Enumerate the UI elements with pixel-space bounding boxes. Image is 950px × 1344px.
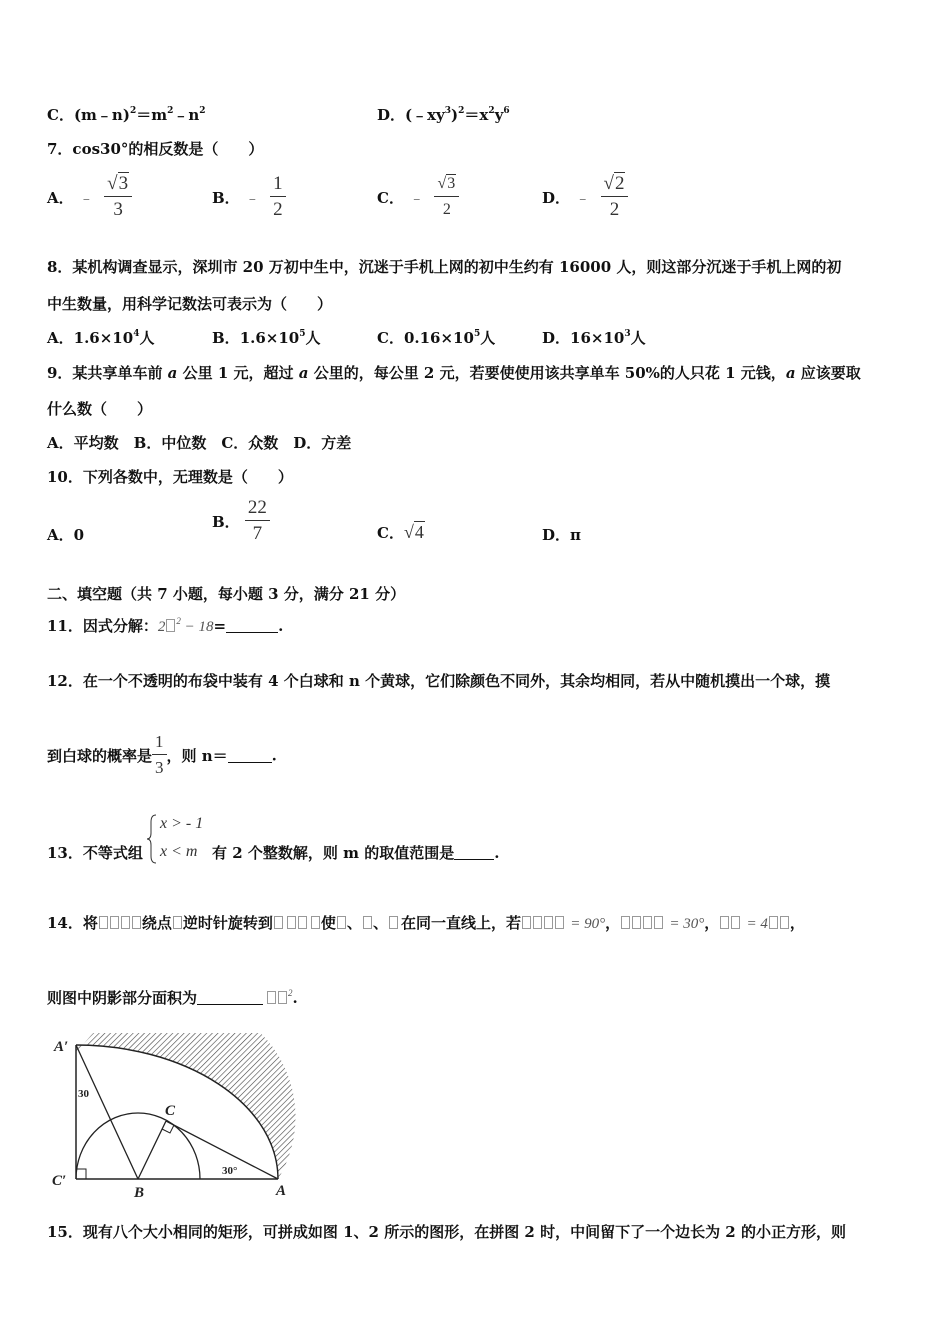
label-angle-right: 30° — [222, 1165, 238, 1177]
q11-answer-blank[interactable] — [226, 618, 278, 633]
shaded-region — [76, 1033, 296, 1179]
label-a: A — [276, 1183, 287, 1199]
label-a-prime: A′ — [54, 1039, 69, 1055]
q12-answer-blank[interactable] — [228, 748, 272, 763]
q14-answer-blank[interactable] — [197, 990, 263, 1005]
q13-answer-blank[interactable] — [454, 845, 494, 860]
q9-stem-line1: 9．某共享单车前 a 公里 1 元，超过 a 公里的，每公里 2 元，若要使使用该共享单车 50%的人只花 1 元钱，a 应该要取 — [47, 364, 861, 382]
q7-option-a: A． ﹣ $\frac{√3}{3}$ — [47, 172, 132, 223]
q12-line2: 到白球的概率是 $\frac{1}{3}$ ，则 n＝ . — [47, 730, 277, 781]
q10-option-b: B． $\frac{22}{7}$ — [212, 496, 270, 547]
q7-b-fraction: $\frac{1}{2}$ — [270, 172, 286, 223]
q8-option-c: C．$0.16\times 10^5$人 — [377, 329, 496, 347]
q10-option-a: A．0 — [47, 526, 85, 544]
q14-figure — [48, 1033, 298, 1203]
q13-brace — [146, 814, 158, 864]
label-angle-top: 30 — [78, 1088, 89, 1100]
q10-option-d: D．π — [542, 526, 581, 544]
label-c-prime: C′ — [52, 1173, 67, 1189]
q15-line1: 15．现有八个大小相同的矩形，可拼成如图 1、2 所示的图形，在拼图 2 时，中间留下了一个边长为 2 的小正方形，则 — [47, 1223, 846, 1241]
q13-pre: 13．不等式组 — [47, 844, 143, 862]
q13-post: 有 2 个整数解，则 m 的取值范围是 . — [212, 844, 500, 862]
q9-stem-line2: 什么数（ ） — [47, 400, 153, 418]
q7-option-d: D． ﹣ $\frac{√2}{2}$ — [542, 172, 628, 223]
section-fill-in-heading: 二、填空题（共 7 小题，每小题 3 分，满分 21 分） — [47, 585, 406, 603]
label-b: B — [134, 1185, 145, 1201]
q8-stem-line1: 8．某机构调查显示，深圳市 20 万初中生中，沉迷于手机上网的初中生约有 16000 人，则这部分沉迷于手机上网的初 — [47, 258, 842, 276]
q13-inequality-1: x > - 1 — [160, 815, 204, 832]
q8-stem-line2: 中生数量，用科学记数法可表示为（ ） — [47, 295, 333, 313]
q7-stem: 7．cos30°的相反数是（ ） — [47, 140, 264, 158]
q7-d-fraction: $\frac{√2}{2}$ — [601, 172, 629, 223]
q8-option-a: A．$1.6\times 10^4$人 — [47, 329, 155, 347]
q6-option-c: C．$(m﹣n)^2=m^2﹣n^2$ — [47, 106, 206, 124]
q10-b-fraction: $\frac{22}{7}$ — [245, 496, 270, 547]
q12-probability-fraction: $\frac{1}{3}$ — [152, 730, 167, 781]
q10-option-c: C．√4 — [377, 522, 424, 542]
q10-stem: 10．下列各数中，无理数是（ ） — [47, 468, 293, 486]
q12-line1: 12．在一个不透明的布袋中装有 4 个白球和 n 个黄球，它们除颜色不同外，其余均相同，若从中随机摸出一个球，摸 — [47, 672, 831, 690]
q6-option-d: D．$(﹣xy^3)^2=x^2y^6$ — [377, 106, 510, 124]
q7-option-b: B． ﹣ $\frac{1}{2}$ — [212, 172, 286, 223]
q7-a-fraction: $\frac{√3}{3}$ — [104, 172, 132, 223]
q14-line2: 则图中阴影部分面积为 $^2$. — [47, 988, 298, 1007]
q7-c-fraction: $\frac{√3}{2}$ — [434, 172, 459, 223]
label-c: C — [165, 1103, 176, 1119]
q8-option-d: D．$16\times 10^3$人 — [542, 329, 646, 347]
q9-options: A．平均数 B．中位数 C．众数 D．方差 — [47, 434, 352, 452]
q7-option-c: C． ﹣ $\frac{√3}{2}$ — [377, 172, 459, 223]
q13-inequality-2: x < m — [160, 843, 198, 860]
q8-option-b: B．$1.6\times 10^5$人 — [212, 329, 321, 347]
q14-line1: 14．将 绕点 逆时针旋转到 使 、 、 在同一直线上，若 = 90°， = 30°， = 4 ， — [47, 914, 805, 932]
q11-expression: 2 $^2$ − 18 — [157, 616, 214, 635]
q11: 11．因式分解：2 $^2$ − 18= . — [47, 616, 284, 635]
